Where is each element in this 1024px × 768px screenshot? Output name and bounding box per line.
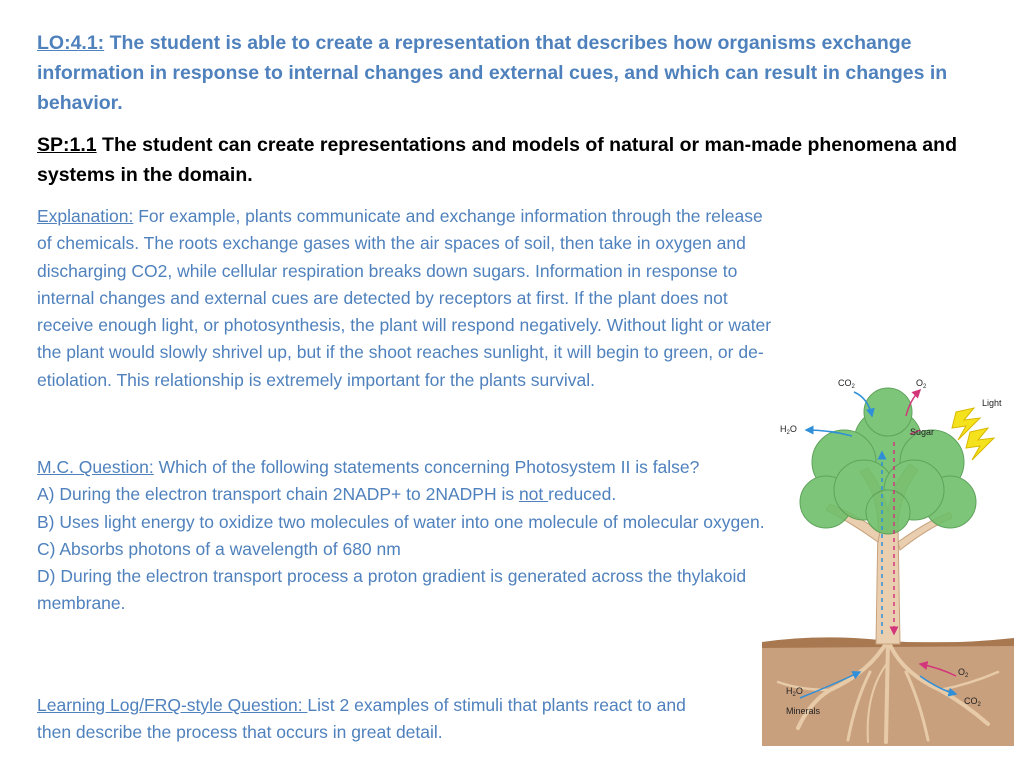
mc-option-b: B) Uses light energy to oxidize two molecules of water into one molecule of molecular oxygen. [37, 511, 765, 532]
frq-text: List 2 examples of stimuli that plants react to and then describe the process that occurs in great detail. [37, 695, 686, 743]
label-sugar: Sugar [910, 427, 935, 437]
science-practice [37, 130, 987, 190]
label-co2-top: $CO_2$ [838, 378, 855, 390]
mc-option-c: C) Absorbs photons of a wavelength of 680 nm [37, 538, 401, 559]
label-h2o-bottom: $H_2O$ [786, 686, 803, 698]
label-o2-bottom: $O_2$ [958, 667, 969, 679]
label-minerals: Minerals [786, 706, 821, 716]
frq-question [37, 692, 717, 747]
sp-text: The student can create representations and models of natural or man-made phenomena and systems in the domain. [37, 134, 957, 186]
mc-option-a-not: not [518, 484, 549, 505]
mc-question-block [37, 454, 767, 618]
mc-option-a-text: A) During the electron transport chain 2NADP+ to 2NADPH is [37, 484, 519, 505]
explanation-label: Explanation: [37, 206, 134, 226]
label-co2-bottom: $CO_2$ [964, 696, 981, 708]
lo-text: The student is able to create a representation that describes how organisms exchange information in response to internal changes and external cues, and which can result in changes in behavior. [37, 32, 948, 114]
canopy [800, 388, 976, 534]
plant-diagram [760, 372, 1014, 746]
mc-question-text: Which of the following statements concerning Photosystem II is false? [153, 457, 700, 477]
label-o2-top: $O_2$ [916, 378, 927, 390]
label-h2o-left: $H_2O$ [780, 424, 797, 436]
sp-code: SP:1.1 [37, 134, 97, 156]
frq-label: Learning Log/FRQ-style Question: [37, 695, 308, 715]
label-light: Light [982, 398, 1002, 408]
explanation-paragraph [37, 203, 772, 394]
mc-label: M.C. Question: [37, 457, 154, 477]
mc-option-a-end: reduced. [548, 484, 617, 505]
mc-option-d: D) During the electron transport process a proton gradient is generated across the thylakoid membrane. [37, 566, 747, 614]
explanation-text: For example, plants communicate and exchange information through the release of chemicals. The roots exchange gases with the air spaces of soil, then take in oxygen and discharging CO2, while cellular respiration breaks down sugars. Information in response to internal changes and external cues are detected by receptors at first. If the plant does not receive enough light, or photosynthesis, the plant will respond negatively. Without light or water the plant would slowly shrivel up, but if the shoot reaches sunlight, it will begin to green, or de-etiolation. This relationship is extremely important for the plants survival. [37, 206, 772, 390]
learning-objective [37, 28, 987, 118]
mc-question [37, 454, 767, 481]
lo-code: LO:4.1: [37, 32, 105, 54]
mc-option-a [37, 481, 767, 508]
